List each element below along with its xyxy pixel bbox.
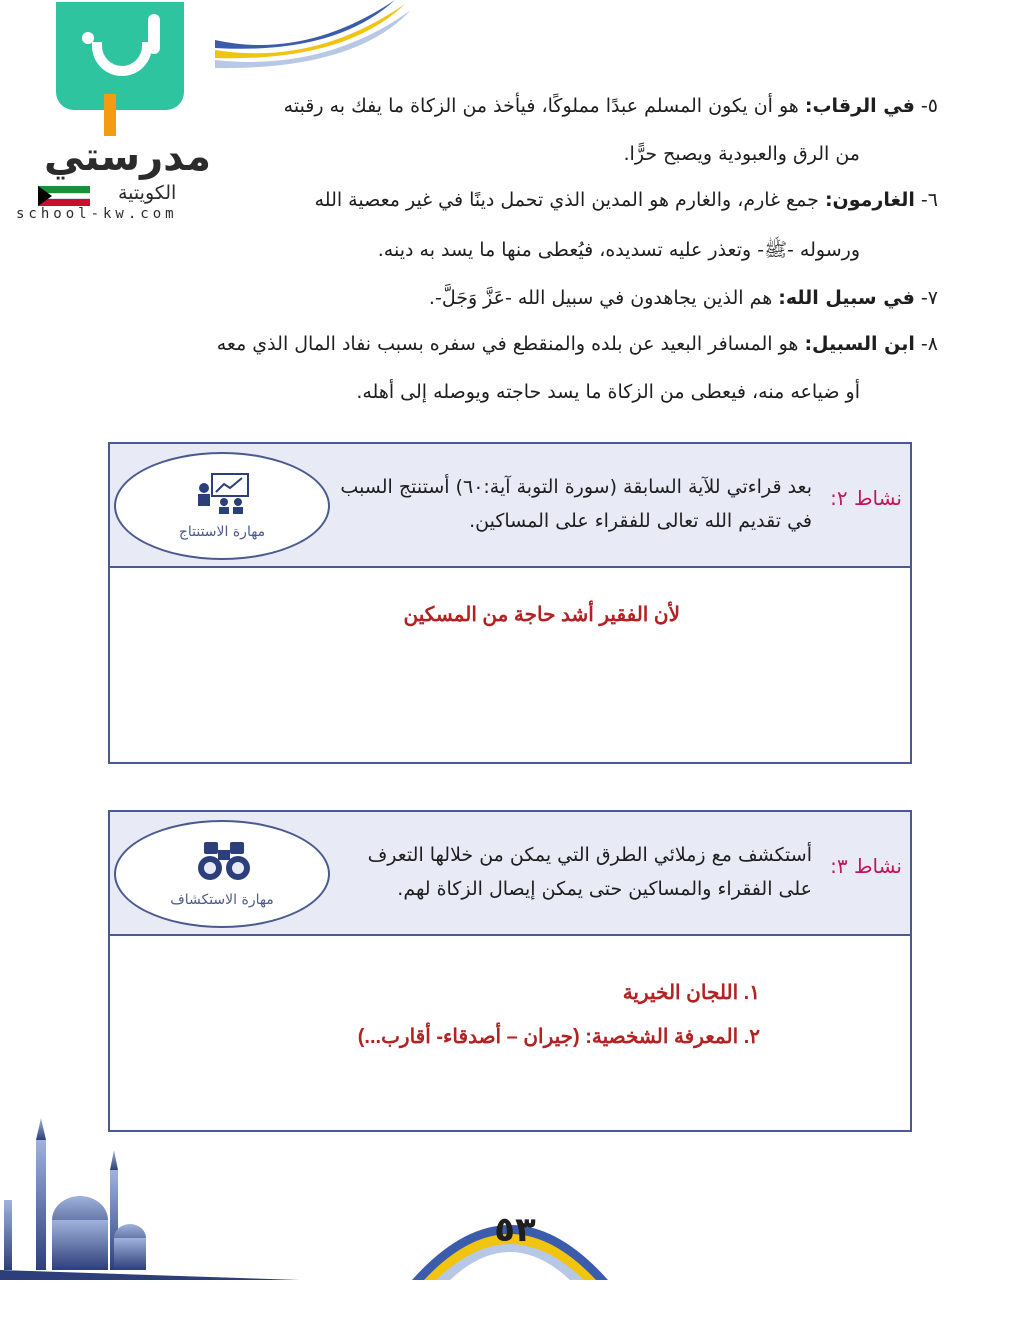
activity-2-label: نشاط ٢: xyxy=(830,486,902,510)
logo-country: الكويتية xyxy=(118,182,177,204)
book-icon xyxy=(56,2,184,110)
mosque-silhouette-decoration xyxy=(0,1110,300,1280)
paragraph-8-line2: أو ضياعه منه، فيعطى من الزكاة ما يسد حاجته ويوصله إلى أهله. xyxy=(356,381,860,403)
activity-3-answer-1: ١. اللجان الخيرية xyxy=(622,982,760,1004)
activity-2-question: بعد قراءتي للآية السابقة (سورة التوبة آية:٦٠) أستنتج السبب في تقديم الله تعالى للفقراء على المساكين. xyxy=(340,476,812,532)
skill-badge-inference xyxy=(114,452,330,560)
madrasati-logo xyxy=(8,0,223,225)
presentation-chart-icon xyxy=(194,472,254,514)
paragraph-5-line2: من الرق والعبودية ويصبح حرًّا. xyxy=(623,143,860,165)
binoculars-icon xyxy=(194,840,254,882)
activity-3-box xyxy=(108,810,912,1132)
paragraph-6-line1: ٦- الغارمون: جمع غارم، والغارم هو المدين الذي تحمل دينًا في غير معصية الله xyxy=(314,189,938,211)
activity-2-answer: لأن الفقير أشد حاجة من المسكين xyxy=(403,604,680,626)
kuwait-flag-icon xyxy=(38,186,90,206)
activity-3-label: نشاط ٣: xyxy=(830,854,902,878)
activity-3-header xyxy=(110,812,910,936)
paragraph-6-line2: ورسوله -ﷺ- وتعذر عليه تسديده، فيُعطى منها ما يسد به دينه. xyxy=(377,239,860,261)
skill-label-exploration: مهارة الاستكشاف xyxy=(170,892,274,908)
activity-3-answer-2: ٢. المعرفة الشخصية: (جيران – أصدقاء- أقارب...) xyxy=(357,1026,760,1048)
activity-2-box xyxy=(108,442,912,764)
activity-2-header xyxy=(110,444,910,568)
logo-url: school-kw.com xyxy=(16,206,178,222)
activity-3-question: أستكشف مع زملائي الطرق التي يمكن من خلالها التعرف على الفقراء والمساكين حتى يمكن إيصال الزكاة لهم. xyxy=(367,844,812,900)
paragraph-5-line1: ٥- في الرقاب: هو أن يكون المسلم عبدًا مملوكًا، فيأخذ من الزكاة ما يفك به رقبته xyxy=(283,95,938,117)
skill-label-inference: مهارة الاستنتاج xyxy=(178,524,266,540)
skill-badge-exploration xyxy=(114,820,330,928)
logo-name: مدرستي xyxy=(44,134,212,180)
header-swoosh-decoration xyxy=(215,0,415,80)
page-number: ٥٣ xyxy=(494,1210,536,1250)
paragraph-8-line1: ٨- ابن السبيل: هو المسافر البعيد عن بلده والمنقطع في سفره بسبب نفاد المال الذي معه xyxy=(216,333,938,355)
paragraph-7-line1: ٧- في سبيل الله: هم الذين يجاهدون في سبيل الله -عَزَّ وَجَلَّ-. xyxy=(428,287,938,309)
